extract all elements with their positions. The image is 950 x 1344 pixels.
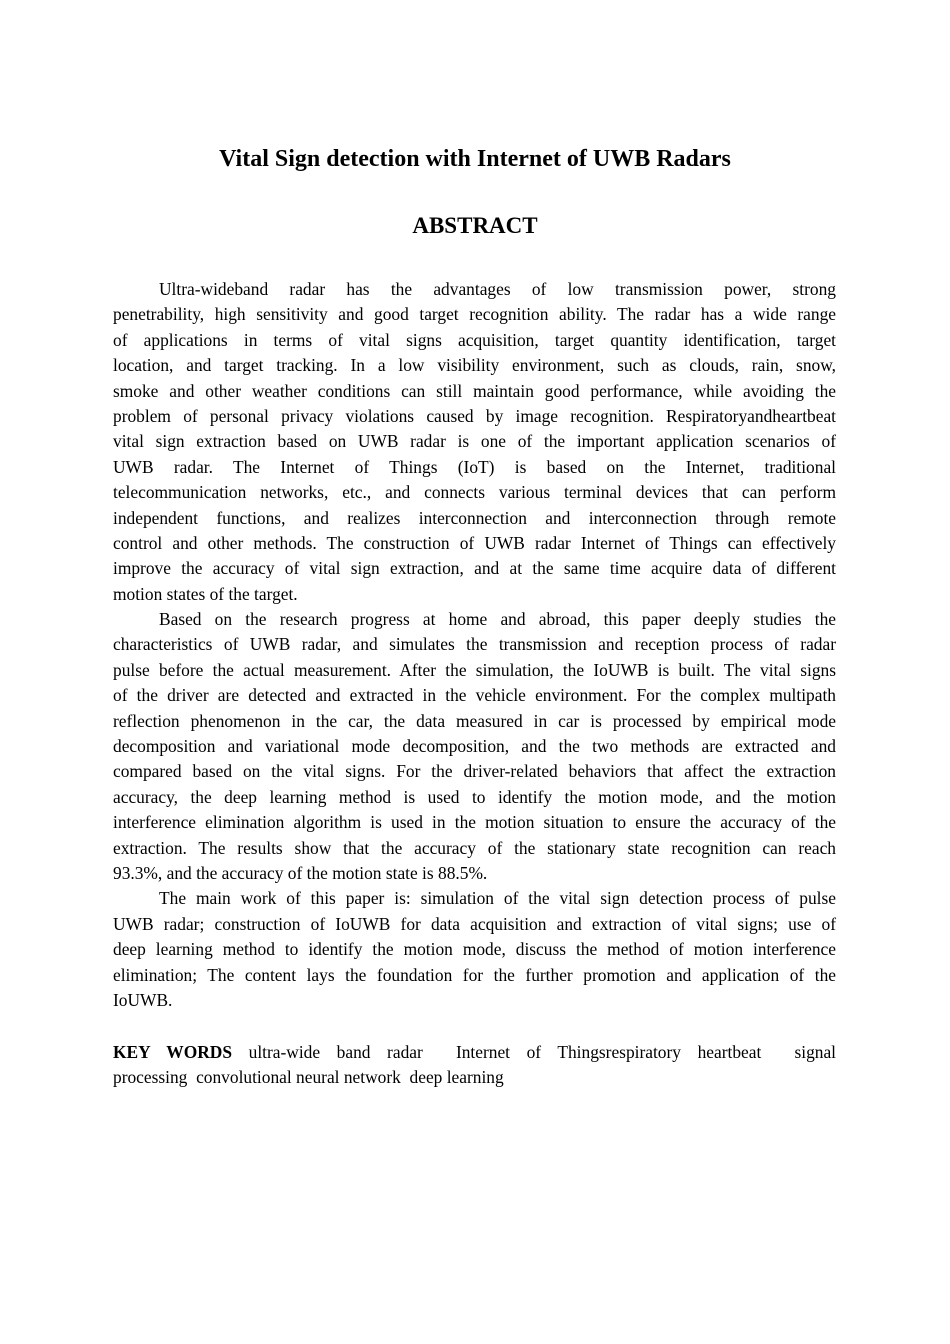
keywords-section: [113, 1040, 836, 1091]
paragraph-line: UWB radar. The Internet of Things (IoT) is based on the Internet, traditional: [113, 456, 836, 477]
paragraph-line: interference elimination algorithm is used in the motion situation to ensure the accuracy of the: [113, 812, 836, 833]
paragraph-line: IoUWB.: [113, 989, 173, 1010]
paragraph-line: penetrability, high sensitivity and good target recognition ability. The radar has a wide range: [113, 304, 836, 325]
paragraph-line: Ultra-wideband radar has the advantages of low transmission power, strong: [159, 279, 836, 299]
keywords-line-1: [113, 1040, 836, 1065]
paragraph-line: of the driver are detected and extracted in the vehicle environment. For the complex multipath: [113, 685, 836, 706]
paragraph-line: vital sign extraction based on UWB radar is one of the important application scenarios of: [113, 431, 836, 452]
paragraph-line: control and other methods. The construction of UWB radar Internet of Things can effectively: [113, 532, 836, 553]
keywords-line-2: processing convolutional neural network deep learning: [113, 1067, 504, 1088]
paragraph-line: compared based on the vital signs. For the driver-related behaviors that affect the extraction: [113, 761, 836, 782]
paragraph-line: reflection phenomenon in the car, the data measured in car is processed by empirical mode: [113, 710, 836, 731]
document-title: Vital Sign detection with Internet of UWB Radars: [219, 146, 731, 172]
paragraph-line: 93.3%, and the accuracy of the motion state is 88.5%.: [113, 862, 488, 883]
paragraph-line: telecommunication networks, etc., and connects various terminal devices that can perform: [113, 482, 836, 503]
paragraph-line: smoke and other weather conditions can still maintain good performance, while avoiding the: [113, 380, 836, 401]
paragraph-line: accuracy, the deep learning method is used to identify the motion mode, and the motion: [113, 786, 836, 807]
paragraph-line: of applications in terms of vital signs acquisition, target quantity identification, target: [113, 329, 836, 350]
paragraph-line: improve the accuracy of vital sign extraction, and at the same time acquire data of different: [113, 558, 836, 579]
paragraph-line: motion states of the target.: [113, 583, 298, 604]
abstract-body: [113, 277, 836, 1013]
paragraph-line: problem of personal privacy violations caused by image recognition. Respiratoryandheartbeat: [113, 405, 836, 426]
abstract-heading: ABSTRACT: [412, 213, 538, 238]
paragraph-line: decomposition and variational mode decomposition, and the two methods are extracted and: [113, 736, 836, 757]
paragraph-line: characteristics of UWB radar, and simulates the transmission and reception process of radar: [113, 634, 836, 655]
paragraph-line: The main work of this paper is: simulation of the vital sign detection process of pulse: [159, 888, 836, 909]
keywords-text-1: ultra-wide band radar Internet of Thingsrespiratory heartbeat signal: [248, 1042, 837, 1062]
paragraph-line: location, and target tracking. In a low visibility environment, such as clouds, rain, snow,: [113, 355, 836, 376]
keywords-label: KEY WORDS: [113, 1042, 233, 1062]
paragraph-line: Based on the research progress at home and abroad, this paper deeply studies the: [159, 609, 836, 630]
paragraph-line: elimination; The content lays the foundation for the further promotion and application of the: [113, 964, 836, 985]
paragraph-line: deep learning method to identify the motion mode, discuss the method of motion interference: [113, 939, 836, 960]
paragraph-line: extraction. The results show that the accuracy of the stationary state recognition can reach: [113, 837, 836, 858]
paragraph-line: independent functions, and realizes interconnection and interconnection through remote: [113, 507, 836, 528]
paragraph-line: UWB radar; construction of IoUWB for data acquisition and extraction of vital signs; use of: [113, 913, 836, 934]
paragraph-line: pulse before the actual measurement. After the simulation, the IoUWB is built. The vital signs: [113, 659, 836, 680]
